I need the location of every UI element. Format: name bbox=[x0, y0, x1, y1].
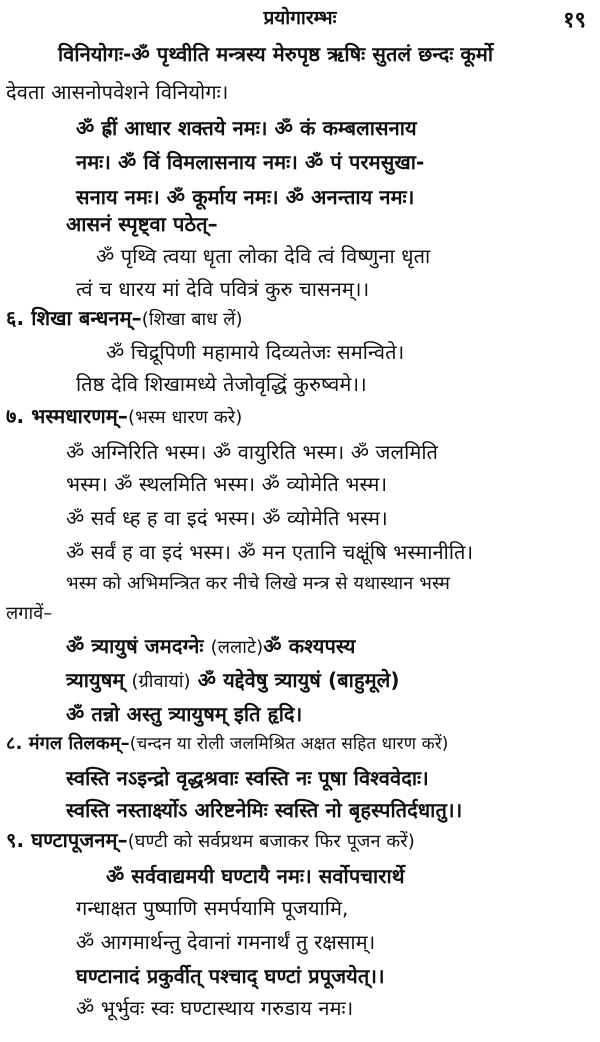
running-title: प्रयोगारम्भः bbox=[263, 7, 337, 29]
text-line: तिष्ठ देवि शिखामध्ये तेजोवृद्धिं कुरुष्वमे।। bbox=[76, 372, 367, 396]
section-note: (भस्म धारण करे) bbox=[127, 407, 243, 428]
text-line: आसनं स्पृष्ट्वा पठेत्– bbox=[66, 212, 218, 236]
text-line: भस्म। ॐ स्थलमिति भस्म। ॐ व्योमेति भस्म। bbox=[66, 472, 388, 496]
text-line: ॐ त्र्यायुषं जमदग्नेः (ललाटे)ॐ कश्यपस्य bbox=[66, 634, 356, 658]
section-heading: ९. घण्टापूजनम्–(घण्टी को सर्वप्रथम बजाकर फिर पूजन करें) bbox=[6, 828, 415, 852]
text-line: त्वं च धारय मां देवि पवित्रं कुरु चासनम्।। bbox=[76, 277, 370, 301]
text-line: लगावें– bbox=[6, 603, 53, 624]
text-line: ॐ सर्व ध्ह ह वा इदं भस्म। ॐ व्योमेति भस्म। bbox=[66, 506, 388, 530]
section-heading: ८. मंगल तिलकम्–(चन्दन या रोली जलमिश्रित अक्षत सहित धारण करें) bbox=[6, 733, 449, 754]
text-line: ॐ चिद्रूपिणी महामाये दिव्यतेजः समन्विते। bbox=[106, 340, 405, 364]
text-line: ॐ सर्ववाद्यमयी घण्टायै नमः। सर्वोपचारार्थे bbox=[106, 864, 405, 888]
section-note: (शिखा बाध लें) bbox=[141, 309, 243, 330]
text-line: ॐ सर्वं ह वा इदं भस्म। ॐ मन एतानि चक्षूंषि भस्मानीति। bbox=[66, 540, 474, 564]
page-number: १९ bbox=[563, 8, 586, 33]
text-line: भस्म को अभिमन्त्रित कर नीचे लिखे मन्त्र से यथास्थान भस्म bbox=[66, 573, 450, 594]
text-line: त्र्यायुषम् (ग्रीवायां) ॐ यद्देवेषु त्र्यायुषं (बाहुमूले) bbox=[66, 668, 400, 692]
text-line: ॐ अग्निरिति भस्म। ॐ वायुरिति भस्म। ॐ जलमिति bbox=[66, 440, 439, 464]
page-header bbox=[0, 4, 600, 33]
section-heading: ७. भस्मधारणम्–(भस्म धारण करे) bbox=[6, 404, 243, 428]
text-line: ॐ भूर्भुवः स्वः घण्टास्थाय गरुडाय नमः। bbox=[76, 996, 354, 1020]
text-line: ॐ तन्नो अस्तु त्र्यायुषम् इति हृदि। bbox=[66, 702, 303, 726]
section-note: (चन्दन या रोली जलमिश्रित अक्षत सहित धारण करें) bbox=[129, 734, 449, 754]
text-line: देवता आसनोपवेशने विनियोगः। bbox=[6, 80, 229, 104]
text-line: ॐ आगमार्थन्तु देवानां गमनार्थं तु रक्षसाम्। bbox=[76, 930, 376, 954]
text-line: घण्टानादं प्रकुर्वीत् पश्चाद् घण्टां प्रपूजयेत्।। bbox=[76, 964, 385, 988]
text-line: सनाय नमः। ॐ कूर्माय नमः। ॐ अनन्ताय नमः। bbox=[76, 185, 415, 209]
text-line: ॐ पृथ्वि त्वया धृता लोका देवि त्वं विष्णुना धृता bbox=[96, 244, 431, 268]
text-line: ॐ ह्रीं आधार शक्तये नमः। ॐ कं कम्बलासनाय bbox=[76, 116, 417, 140]
text-line: स्वस्ति नऽइन्द्रो वृद्धश्रवाः स्वस्ति नः पूषा विश्ववेदाः। bbox=[66, 766, 429, 790]
text-line: नमः। ॐ विं विमलासनाय नमः। ॐ पं परमसुखा- bbox=[76, 150, 425, 174]
text-line: स्वस्ति नस्तार्क्ष्योऽ अरिष्टनेमिः स्वस्ति नो बृहस्पतिर्दधातु।। bbox=[66, 798, 463, 822]
section-note: (घण्टी को सर्वप्रथम बजाकर फिर पूजन करें) bbox=[127, 831, 415, 852]
text-line: विनियोगः-ॐ पृथ्वीति मन्त्रस्य मेरुपृष्ठ ऋषिः सुतलं छन्दः कूर्मो bbox=[58, 42, 494, 66]
section-heading: ६. शिखा बन्धनम्–(शिखा बाध लें) bbox=[6, 306, 243, 330]
text-line: गन्धाक्षत पुष्पाणि समर्पयामि पूजयामि, bbox=[76, 896, 349, 920]
